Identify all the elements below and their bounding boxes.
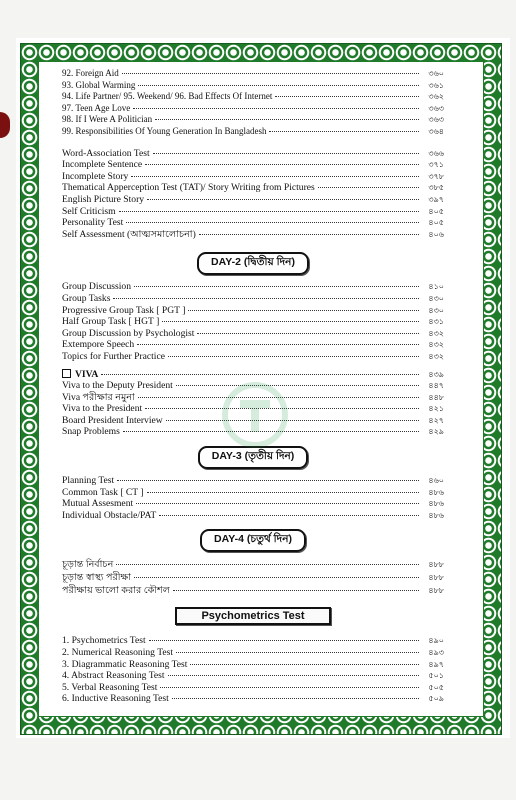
toc-label: পরীক্ষায় ভালো করার কৌশল (62, 585, 170, 597)
leader-dots (275, 96, 419, 97)
toc-label: Snap Problems (62, 426, 120, 438)
leader-dots (137, 344, 419, 345)
toc-page: ৪৯৭ (428, 659, 444, 669)
toc-label: Group Tasks (62, 292, 111, 304)
viva-label: VIVA (75, 369, 99, 381)
toc-page: ৪২৭ (428, 415, 444, 425)
leader-dots (197, 333, 419, 334)
toc-page: ৪৩২ (428, 328, 444, 338)
toc-label: চূড়ান্ত স্বাস্থ্য পরীক্ষা (62, 572, 132, 584)
leader-dots (134, 577, 419, 578)
toc-label: 92. Foreign Aid (62, 68, 119, 78)
toc-label: Mutual Assesment (62, 498, 134, 510)
toc-label: Board President Interview (62, 414, 163, 426)
toc-page: ৪৮৬ (428, 510, 444, 520)
toc-row (62, 114, 444, 126)
toc-row (62, 475, 444, 487)
toc-row (62, 80, 444, 92)
toc-label: Self Criticism (62, 205, 116, 217)
leader-dots (176, 652, 419, 653)
toc-row (62, 229, 444, 241)
toc-label: Self Assessment (আত্মসমালোচনা) (62, 228, 196, 240)
leader-dots (318, 187, 419, 188)
toc-page: ৪৩০ (428, 305, 444, 315)
toc-label: English Picture Story (62, 193, 145, 205)
toc-page: ৪৩২ (428, 340, 444, 350)
toc-row (62, 217, 444, 229)
toc-page: ৫০৯ (428, 694, 444, 704)
toc-row (62, 584, 444, 597)
toc-page: ৩৬০ (428, 69, 444, 78)
psychometrics-list (62, 635, 444, 705)
toc-label: 94. Life Partner/ 95. Weekend/ 96. Bad Effects Of Internet (62, 91, 273, 102)
toc-row (62, 194, 444, 206)
toc-page: ৪৮৮ (428, 560, 444, 570)
leader-dots (131, 176, 419, 177)
toc-label: Incomplete Story (62, 170, 129, 182)
leader-dots (155, 119, 419, 120)
toc-page: ৪৮৮ (428, 586, 444, 596)
toc-row (62, 293, 444, 305)
day3-list (62, 475, 444, 521)
toc-row (62, 647, 444, 659)
leader-dots (123, 431, 419, 432)
toc-page: ৪৮৮ (428, 573, 444, 583)
toc-page: ৪৮৬ (428, 487, 444, 497)
leader-dots (162, 321, 419, 322)
toc-label: 5. Verbal Reasoning Test (62, 681, 158, 693)
toc-row (62, 635, 444, 647)
toc-page: ৩৬৪ (428, 126, 444, 136)
toc-label: Individual Obstacle/PAT (62, 509, 157, 521)
toc-row (62, 510, 444, 522)
toc-page: ৪০৫ (428, 218, 444, 228)
toc-page: ৪৩২ (428, 351, 444, 361)
leader-dots (153, 153, 419, 154)
toc-row (62, 392, 444, 404)
toc-row (62, 171, 444, 183)
toc-label: Half Group Task [ HGT ] (62, 316, 160, 328)
leader-dots (173, 590, 419, 591)
toc-row (62, 682, 444, 694)
leader-dots (269, 131, 419, 132)
binding-edge (0, 112, 10, 138)
day4-heading: DAY-4 (চতুর্থ দিন) (200, 529, 306, 552)
leader-dots (166, 420, 419, 421)
leader-dots (138, 397, 419, 398)
toc-label: Topics for Further Practice (62, 350, 165, 362)
day3-heading: DAY-3 (তৃতীয় দিন) (198, 446, 309, 469)
toc-top-list (62, 68, 444, 138)
toc-page: ৩৯৭ (428, 194, 444, 204)
toc-label: 1. Psychometrics Test (62, 635, 146, 647)
toc-row (62, 103, 444, 115)
toc-label: Planning Test (62, 475, 115, 487)
toc-page: ৪৯০ (428, 636, 444, 646)
toc-row (62, 305, 444, 317)
leader-dots (147, 492, 419, 493)
leader-dots (145, 408, 419, 409)
toc-label: Word-Association Test (62, 147, 150, 159)
toc-page: ৩৬৩ (428, 103, 444, 113)
toc-label: Viva to the President (62, 403, 143, 415)
toc-row (62, 380, 444, 392)
day4-list (62, 558, 444, 597)
leader-dots (119, 211, 419, 212)
toc-page: ৪৯৩ (428, 648, 444, 657)
toc-page: ৪৪৭ (428, 381, 444, 391)
toc-label: Viva to the Deputy President (62, 380, 173, 392)
toc-row (62, 693, 444, 705)
leader-dots (113, 298, 419, 299)
leader-dots (172, 698, 419, 699)
toc-page: ৩৬৩ (428, 115, 444, 125)
leader-dots (199, 234, 419, 235)
toc-page: ৪৩০ (428, 293, 444, 303)
leader-dots (190, 664, 419, 665)
toc-label: Group Discussion by Psychologist (62, 327, 195, 339)
toc-row (62, 498, 444, 510)
square-bullet-icon (62, 369, 71, 378)
toc-row (62, 670, 444, 682)
toc-row (62, 126, 444, 138)
toc-row (62, 351, 444, 363)
toc-label: চূড়ান্ত নির্বাচন (62, 559, 114, 571)
toc-label: 97. Teen Age Love (62, 102, 131, 113)
toc-row (62, 148, 444, 160)
day2-heading: DAY-2 (দ্বিতীয় দিন) (197, 252, 309, 275)
toc-row (62, 91, 444, 103)
toc-label: 99. Responsibilities Of Young Generation In Bangladesh (62, 125, 267, 136)
leader-dots (176, 385, 419, 386)
toc-row (62, 487, 444, 499)
toc-label: 98. If I Were A Politician (62, 114, 153, 125)
toc-label: 4. Abstract Reasoning Test (62, 670, 165, 682)
toc-tests-list (62, 148, 444, 241)
leader-dots (138, 85, 419, 86)
toc-page: ৩৬২ (428, 92, 444, 102)
leader-dots (168, 356, 419, 357)
leader-dots (145, 164, 419, 165)
leader-dots (188, 310, 419, 311)
toc-page: ৪২১ (428, 404, 444, 414)
leader-dots (159, 515, 419, 516)
leader-dots (101, 374, 419, 375)
toc-page: ৪২৯ (428, 427, 444, 437)
leader-dots (136, 503, 419, 504)
toc-row (62, 571, 444, 584)
leader-dots (149, 640, 419, 641)
toc-label: Extempore Speech (62, 339, 135, 351)
toc-row (62, 281, 444, 293)
leader-dots (160, 687, 419, 688)
toc-label: Incomplete Sentence (62, 159, 143, 171)
toc-page: ৪০৬ (428, 229, 444, 239)
toc-page: ৩৭৮ (428, 171, 444, 181)
toc-page: ৩৬৬ (428, 148, 444, 158)
toc-page: ৩৮৫ (428, 183, 444, 193)
leader-dots (122, 73, 419, 74)
table-of-contents (62, 68, 444, 705)
psychometrics-heading: Psychometrics Test (175, 607, 330, 625)
toc-label: Group Discussion (62, 281, 132, 293)
toc-row (62, 426, 444, 438)
leader-dots (117, 480, 419, 481)
leader-dots (134, 286, 419, 287)
leader-dots (116, 564, 419, 565)
toc-row (62, 415, 444, 427)
toc-page: ৪৬০ (428, 476, 444, 486)
toc-row (62, 159, 444, 171)
toc-row (62, 659, 444, 671)
toc-row (62, 182, 444, 194)
toc-row (62, 328, 444, 340)
toc-page: ৪১০ (428, 282, 444, 292)
leader-dots (133, 108, 419, 109)
leader-dots (147, 199, 419, 200)
toc-label: 2. Numerical Reasoning Test (62, 647, 174, 658)
toc-row (62, 206, 444, 218)
toc-page: ৪৩৯ (428, 370, 444, 380)
leader-dots (126, 222, 419, 223)
toc-page: ৪৪৮ (428, 392, 444, 402)
toc-label: Common Task [ CT ] (62, 486, 144, 498)
toc-label: 3. Diagrammatic Reasoning Test (62, 658, 188, 670)
toc-page: ৪০৫ (428, 206, 444, 216)
day2-list (62, 281, 444, 438)
toc-row (62, 68, 444, 80)
toc-row (62, 558, 444, 571)
toc-page: ৪৮৬ (428, 499, 444, 509)
toc-row (62, 316, 444, 328)
toc-label: Progressive Group Task [ PGT ] (62, 304, 186, 316)
toc-row (62, 339, 444, 351)
toc-page: ৪৩১ (428, 317, 444, 327)
toc-label: Personality Test (62, 217, 124, 229)
toc-label: 93. Global Warming (62, 79, 136, 90)
toc-page: ৩৭১ (428, 160, 444, 170)
leader-dots (168, 675, 419, 676)
toc-page: ৫০১ (428, 671, 444, 681)
viva-row (62, 368, 444, 380)
toc-page: ৫০৫ (428, 682, 444, 692)
toc-page: ৩৬১ (428, 80, 444, 90)
toc-row (62, 403, 444, 415)
toc-label: Viva পরীক্ষার নমুনা (62, 391, 135, 403)
toc-label: 6. Inductive Reasoning Test (62, 693, 169, 705)
toc-label: Thematical Apperception Test (TAT)/ Story Writing from Pictures (62, 182, 315, 194)
